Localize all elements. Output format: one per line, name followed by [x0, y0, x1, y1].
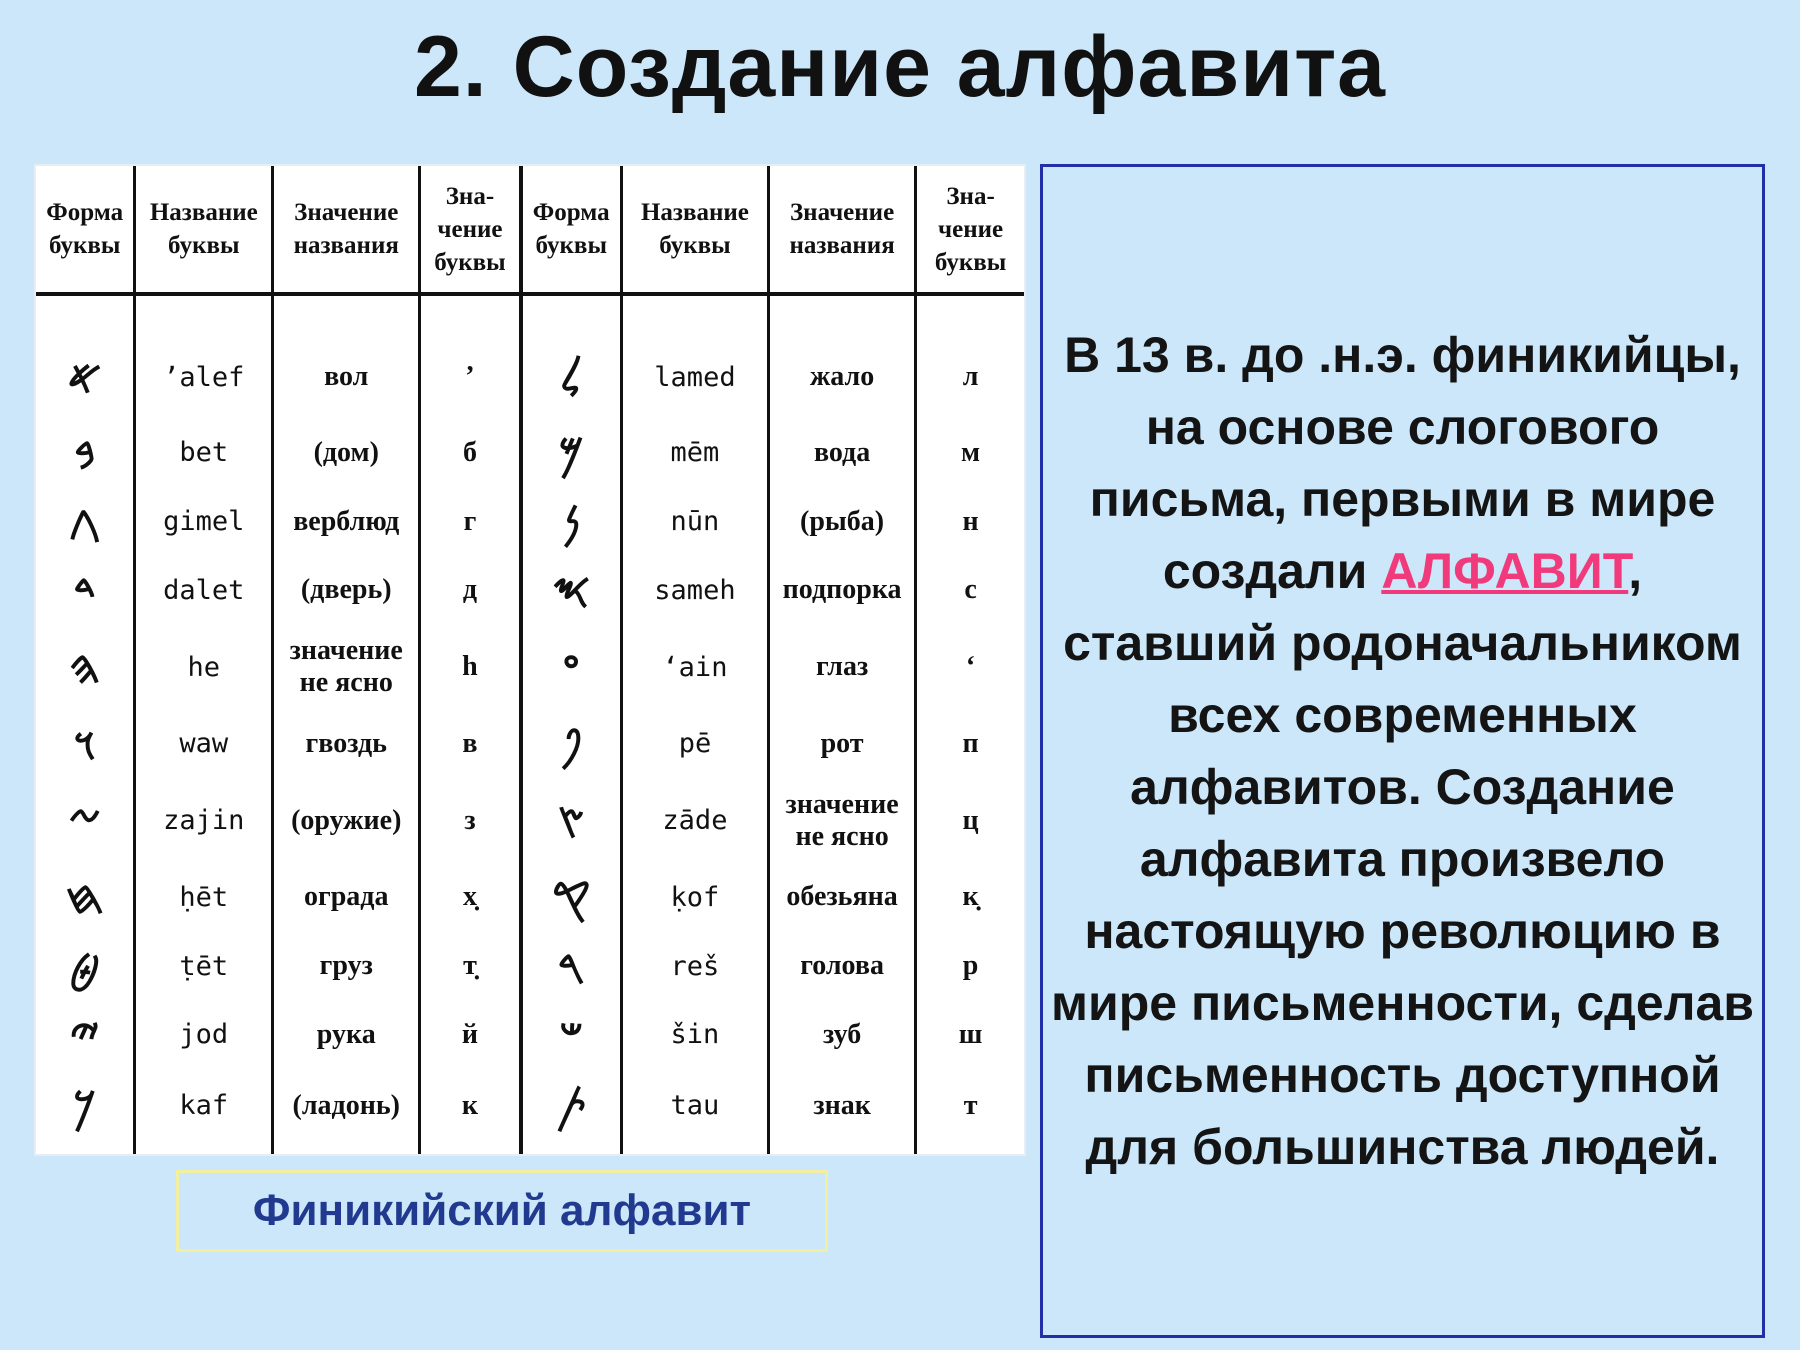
letter-meaning: жало: [769, 294, 916, 418]
column-header: Зна- чение буквы: [420, 166, 521, 294]
letter-value: з: [420, 778, 521, 863]
letter-value: м: [961, 436, 981, 468]
letter-name: ṭēt: [135, 932, 273, 1001]
letter-value: н: [962, 505, 979, 537]
letter-glyph: 𐤑: [521, 778, 622, 863]
letter-meaning: знак: [769, 1069, 916, 1154]
letter-meaning: груз: [273, 932, 420, 1001]
column-header: Значение названия: [769, 166, 916, 294]
table-row: [36, 1000, 1024, 1069]
letter-name: he: [135, 625, 273, 710]
letter-glyph: 𐤄: [36, 625, 135, 710]
letter-glyph: 𐤀: [36, 294, 135, 418]
letter-meaning: зуб: [769, 1000, 916, 1069]
letter-glyph: 𐤂: [36, 487, 135, 556]
letter-meaning: (ладонь): [273, 1069, 420, 1154]
letter-meaning: рот: [769, 709, 916, 778]
letter-value: ʼ: [420, 294, 521, 418]
table-row: [36, 556, 1024, 625]
letter-name: ḳof: [621, 863, 768, 932]
letter-name: ʻain: [621, 625, 768, 710]
letter-glyph: 𐤈: [36, 932, 135, 1001]
letter-value: т: [963, 1089, 978, 1121]
letter-name: dalet: [135, 556, 273, 625]
letter-meaning: вода: [769, 418, 916, 487]
caption-text: Финикийский алфавит: [252, 1186, 752, 1235]
letter-meaning: (оружие): [273, 778, 420, 863]
letter-value: ц: [962, 804, 979, 836]
table-row: [36, 625, 1024, 710]
table-row: [36, 778, 1024, 863]
letter-meaning: (рыба): [769, 487, 916, 556]
letter-meaning: верблюд: [273, 487, 420, 556]
table-row: [36, 294, 1024, 418]
letter-glyph: 𐤊: [36, 1069, 135, 1154]
letter-name: pē: [621, 709, 768, 778]
letter-name: waw: [135, 709, 273, 778]
letter-meaning: подпорка: [769, 556, 916, 625]
letter-glyph: 𐤉: [36, 1000, 135, 1069]
letter-name: gimel: [135, 487, 273, 556]
letter-value: т̣: [420, 932, 521, 1001]
alphabet-highlight: АЛФАВИТ: [1381, 543, 1629, 599]
letter-value: р: [962, 950, 979, 982]
column-header: Форма буквы: [521, 166, 622, 294]
column-header: Форма буквы: [36, 166, 135, 294]
letter-value: й: [420, 1000, 521, 1069]
letter-glyph: 𐤎: [521, 556, 622, 625]
table-row: [36, 709, 1024, 778]
table-row: [36, 418, 1024, 487]
letter-name: ḥēt: [135, 863, 273, 932]
letter-value: в: [420, 709, 521, 778]
letter-name: sameh: [621, 556, 768, 625]
info-text: [1043, 319, 1762, 1183]
letter-name: mēm: [621, 418, 768, 487]
letter-value: ʻ: [965, 651, 976, 683]
letter-meaning: голова: [769, 932, 916, 1001]
table-row: [36, 932, 1024, 1001]
table-row: [36, 863, 1024, 932]
letter-name: lamed: [621, 294, 768, 418]
letter-value: ш: [958, 1018, 983, 1050]
table-body: [36, 294, 1024, 1154]
column-header: Название буквы: [135, 166, 273, 294]
letter-name: kaf: [135, 1069, 273, 1154]
letter-meaning: значение не ясно: [769, 778, 916, 863]
column-header: Название буквы: [621, 166, 768, 294]
table-row: [36, 1069, 1024, 1154]
letter-meaning: значение не ясно: [273, 625, 420, 710]
info-text-after: , ставший родоначальником всех современных алфавитов. Создание алфавита произвело настоящую революцию в мире письменности, сделав письменность доступной для большинства людей.: [1051, 543, 1755, 1175]
letter-value: к: [420, 1069, 521, 1154]
letter-meaning: обезьяна: [769, 863, 916, 932]
letter-glyph: 𐤒: [521, 863, 622, 932]
letter-name: zajin: [135, 778, 273, 863]
letter-name: ʼalef: [135, 294, 273, 418]
letter-glyph: 𐤌: [521, 418, 622, 487]
info-box: [1040, 164, 1765, 1338]
letter-value: с: [964, 574, 977, 606]
info-text-before: В 13 в. до .н.э. финикийцы, на основе слогового письма, первыми в мире создали: [1064, 327, 1741, 599]
alphabet-table: [36, 166, 1024, 1154]
letter-value: л: [962, 361, 979, 393]
letter-name: zāde: [621, 778, 768, 863]
letter-meaning: вол: [273, 294, 420, 418]
letter-meaning: рука: [273, 1000, 420, 1069]
letter-meaning: гвоздь: [273, 709, 420, 778]
letter-value: х̣: [420, 863, 521, 932]
letter-value: г: [420, 487, 521, 556]
letter-glyph: 𐤅: [36, 709, 135, 778]
letter-glyph: 𐤔: [521, 1000, 622, 1069]
letter-glyph: 𐤋: [521, 294, 622, 418]
letter-glyph: 𐤃: [36, 556, 135, 625]
table-header-row: [36, 166, 1024, 294]
column-header: Значение названия: [273, 166, 420, 294]
letter-name: šin: [621, 1000, 768, 1069]
letter-value: п: [962, 727, 979, 759]
letter-glyph: 𐤓: [521, 932, 622, 1001]
column-header: Зна- чение буквы: [916, 166, 1024, 294]
letter-value: к̣: [962, 881, 979, 913]
letter-meaning: ограда: [273, 863, 420, 932]
letter-value: h: [420, 625, 521, 710]
table-row: [36, 487, 1024, 556]
letter-value: д: [420, 556, 521, 625]
letter-meaning: глаз: [769, 625, 916, 710]
letter-meaning: (дверь): [273, 556, 420, 625]
letter-name: tau: [621, 1069, 768, 1154]
letter-value: б: [420, 418, 521, 487]
table-caption: [176, 1170, 828, 1252]
letter-name: bet: [135, 418, 273, 487]
letter-glyph: 𐤆: [36, 778, 135, 863]
letter-meaning: (дом): [273, 418, 420, 487]
phoenician-alphabet-table: [34, 164, 1026, 1156]
letter-glyph: 𐤁: [36, 418, 135, 487]
letter-glyph: 𐤕: [521, 1069, 622, 1154]
page-title: 2. Создание алфавита: [413, 19, 1387, 115]
letter-glyph: 𐤇: [36, 863, 135, 932]
letter-glyph: 𐤏: [521, 625, 622, 710]
letter-name: reš: [621, 932, 768, 1001]
letter-name: nūn: [621, 487, 768, 556]
letter-name: jod: [135, 1000, 273, 1069]
letter-glyph: 𐤍: [521, 487, 622, 556]
letter-glyph: 𐤐: [521, 709, 622, 778]
